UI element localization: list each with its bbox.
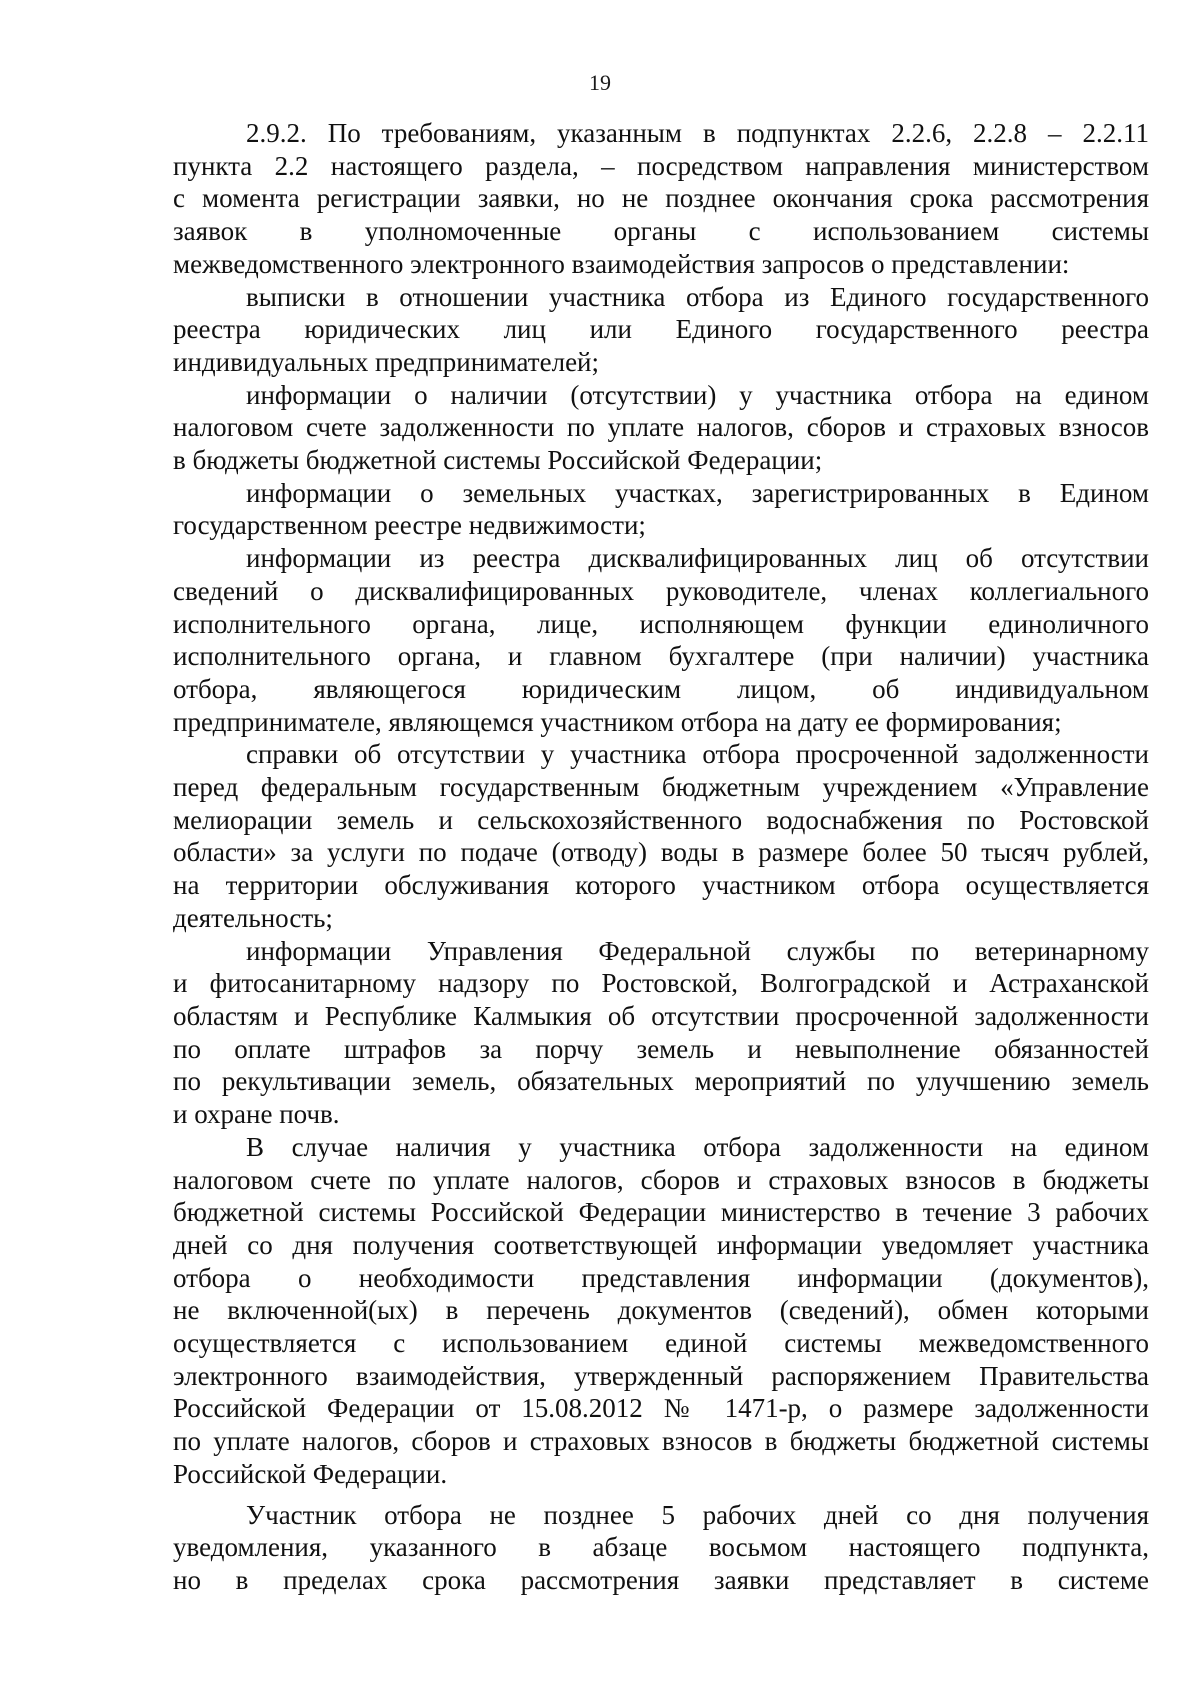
text-line: не включенной(ых) в перечень документов (сведений), обмен которыми [173,1295,1149,1326]
text-line: мелиорации земель и сельскохозяйственного водоснабжения по Ростовской [173,804,1149,835]
text-line: по оплате штрафов за порчу земель и невыполнение обязанностей [173,1033,1149,1064]
text-line: 2.9.2. По требованиям, указанным в подпунктах 2.2.6, 2.2.8 – 2.2.11 [246,118,1149,148]
text-line: информации из реестра дисквалифицированных лиц об отсутствии [246,543,1149,574]
text-line: справки об отсутствии у участника отбора просроченной задолженности [246,739,1149,770]
text-line: в бюджеты бюджетной системы Российской Федерации; [173,445,823,476]
paragraph [173,117,1149,281]
text-line: на территории обслуживания которого участником отбора осуществляется [173,870,1149,901]
text-line: исполнительного органа, лице, исполняющем функции единоличного [173,608,1149,639]
text-line: Участник отбора не позднее 5 рабочих дней со дня получения [246,1499,1149,1530]
paragraph [173,738,1149,934]
paragraph [173,281,1149,379]
text-line: Российской Федерации. [173,1458,448,1489]
text-line: информации Управления Федеральной службы по ветеринарному [246,935,1149,966]
text-line: бюджетной системы Российской Федерации министерство в течение 3 рабочих [173,1197,1149,1228]
text-line: по рекультивации земель, обязательных мероприятий по улучшению земель [173,1066,1149,1097]
text-line: предпринимателе, являющемся участником отбора на дату ее формирования; [173,706,1062,737]
text-line: информации о земельных участках, зарегистрированных в Едином [246,477,1149,508]
text-line: налоговом счете задолженности по уплате налогов, сборов и страховых взносов [173,412,1149,443]
text-line: но в пределах срока рассмотрения заявки представляет в системе [173,1564,1149,1595]
text-line: Российской Федерации от 15.08.2012 № 1471-р, о размере задолженности [173,1393,1149,1424]
paragraph [173,542,1149,738]
text-line: дней со дня получения соответствующей информации уведомляет участника [173,1229,1149,1260]
text-line: осуществляется с использованием единой системы межведомственного [173,1328,1149,1359]
text-line: с момента регистрации заявки, но не позднее окончания срока рассмотрения [173,183,1149,214]
text-line: уведомления, указанного в абзаце восьмом настоящего подпункта, [173,1532,1149,1563]
text-line: сведений о дисквалифицированных руководителе, членах коллегиального [173,575,1149,606]
text-line: отбора о необходимости представления информации (документов), [173,1262,1149,1293]
text-line: перед федеральным государственным бюджетным учреждением «Управление [173,772,1149,803]
text-line: информации о наличии (отсутствии) у участника отбора на едином [246,379,1149,410]
paragraph [173,1499,1149,1597]
text-line: государственном реестре недвижимости; [173,510,646,541]
text-line: и охране почв. [173,1099,340,1130]
text-line: реестра юридических лиц или Единого государственного реестра [173,314,1149,345]
text-line: области» за услуги по подаче (отводу) воды в размере более 50 тысяч рублей, [173,837,1149,868]
text-line: деятельность; [173,902,333,933]
text-line: индивидуальных предпринимателей; [173,346,600,377]
text-line: отбора, являющегося юридическим лицом, об индивидуальном [173,673,1149,704]
text-line: по уплате налогов, сборов и страховых взносов в бюджеты бюджетной системы [173,1426,1149,1457]
text-line: межведомственного электронного взаимодействия запросов о представлении: [173,248,1070,279]
paragraph [173,1131,1149,1491]
paragraph [173,935,1149,1131]
text-line: пункта 2.2 настоящего раздела, – посредством направления министерством [173,150,1149,181]
text-line: электронного взаимодействия, утвержденный распоряжением Правительства [173,1360,1149,1391]
text-line: исполнительного органа, и главном бухгалтере (при наличии) участника [173,641,1149,672]
text-line: налоговом счете по уплате налогов, сборов и страховых взносов в бюджеты [173,1164,1149,1195]
paragraph [173,379,1149,477]
text-line: заявок в уполномоченные органы с использованием системы [173,216,1149,247]
text-line: областям и Республике Калмыкия об отсутствии просроченной задолженности [173,1000,1149,1031]
page-number: 19 [589,70,611,95]
text-line: В случае наличия у участника отбора задолженности на едином [246,1131,1149,1162]
paragraph [173,477,1149,542]
text-line: выписки в отношении участника отбора из Единого государственного [246,281,1149,312]
document-body [173,117,1149,1597]
text-line: и фитосанитарному надзору по Ростовской, Волгоградской и Астраханской [173,968,1149,999]
